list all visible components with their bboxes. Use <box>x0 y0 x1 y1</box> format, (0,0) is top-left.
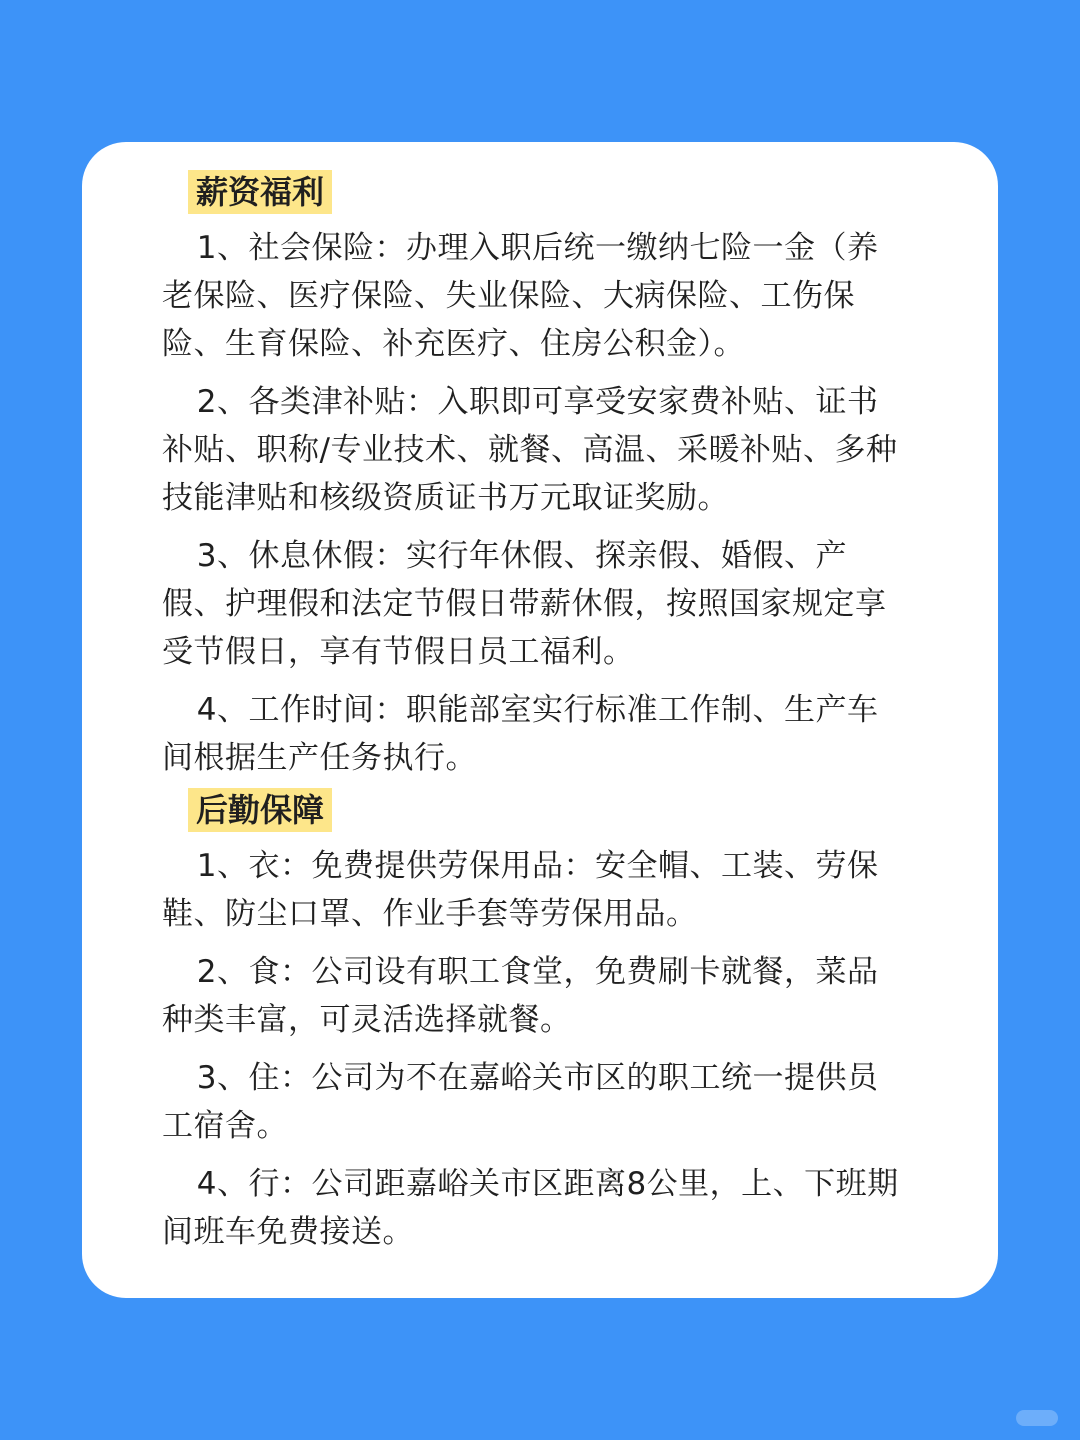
content-card <box>82 142 998 1298</box>
paragraph-housing: 3、住：公司为不在嘉峪关市区的职工统一提供员工宿舍。 <box>162 1060 879 1144</box>
paragraph-social-insurance: 1、社会保险：办理入职后统一缴纳七险一金（养老保险、医疗保险、失业保险、大病保险、工伤保险、生育保险、补充医疗、住房公积金）。 <box>162 230 879 362</box>
paragraph-working-hours: 4、工作时间：职能部室实行标准工作制、生产车间根据生产任务执行。 <box>162 692 879 776</box>
section-title-salary-benefits: 薪资福利 <box>188 170 332 214</box>
paragraph-transport: 4、行：公司距嘉峪关市区距离8公里，上、下班期间班车免费接送。 <box>162 1166 899 1250</box>
watermark-logo <box>1016 1410 1058 1426</box>
paragraph-food: 2、食：公司设有职工食堂，免费刷卡就餐，菜品种类丰富，可灵活选择就餐。 <box>162 954 879 1038</box>
paragraph-leave: 3、休息休假：实行年休假、探亲假、婚假、产假、护理假和法定节假日带薪休假，按照国家规定享受节假日，享有节假日员工福利。 <box>162 538 887 670</box>
paragraph-allowances: 2、各类津补贴：入职即可享受安家费补贴、证书补贴、职称/专业技术、就餐、高温、采暖补贴、多种技能津贴和核级资质证书万元取证奖励。 <box>162 384 898 516</box>
paragraph-clothing: 1、衣：免费提供劳保用品：安全帽、工装、劳保鞋、防尘口罩、作业手套等劳保用品。 <box>162 848 879 932</box>
section-title-logistics: 后勤保障 <box>188 788 332 832</box>
